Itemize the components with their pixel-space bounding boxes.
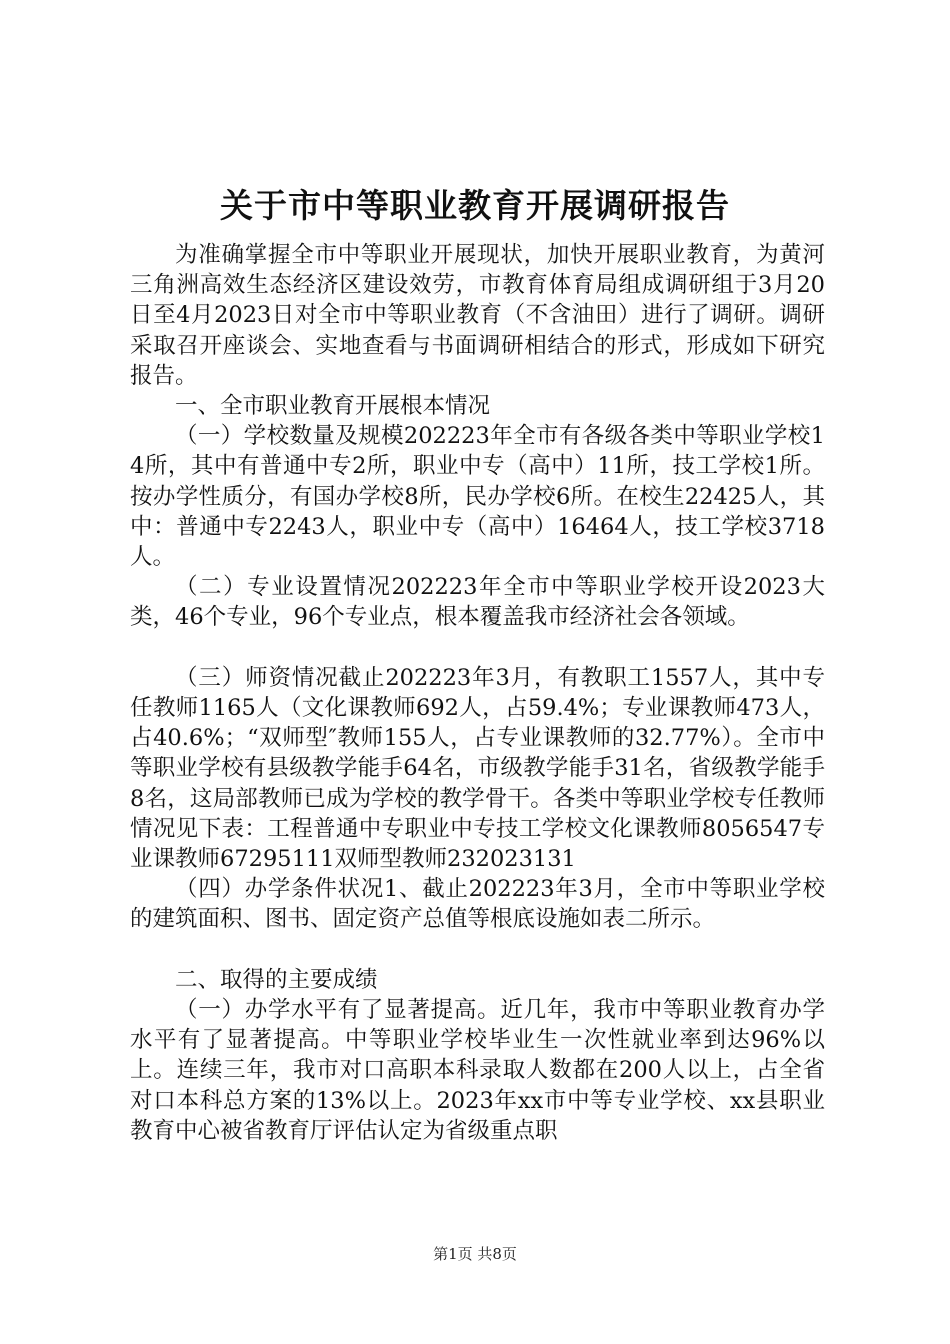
- document-title: 关于市中等职业教育开展调研报告: [220, 186, 730, 225]
- paragraph-majors: （二）专业设置情况202223年全市中等职业学校开设2023大类，46个专业，96个专业点，根本覆盖我市经济社会各领域。: [130, 574, 825, 631]
- paragraph-facilities: （四）办学条件状况1、截止202223年3月，全市中等职业学校的建筑面积、图书、固定资产总值等根底设施如表二所示。: [130, 876, 825, 933]
- paragraph-achievements: （一）办学水平有了显著提高。近几年，我市中等职业教育办学水平有了显著提高。中等职业学校毕业生一次性就业率到达96%以上。连续三年，我市对口高职本科录取人数都在200人以上，占全省对口本科总方案的13%以上。2023年xx市中等专业学校、xx县职业教育中心被省教育厅评估认定为省级重点职: [130, 997, 825, 1144]
- section-heading-2: 二、取得的主要成绩: [175, 966, 378, 993]
- page-number: 第1页 共8页: [433, 1245, 517, 1263]
- paragraph-teachers: （三）师资情况截止202223年3月，有教职工1557人，其中专任教师1165人（文化课教师692人，占59.4%；专业课教师473人，占40.6%；“双师型″教师155人，占专业课教师的32.77%）。全市中等职业学校有县级教学能手64名，市级教学能手31名，省级教学能手8名，这局部教师已成为学校的教学骨干。各类中等职业学校专任教师情况见下表：工程普通中专职业中专技工学校文化课教师8056547专业课教师67295111双师型教师232023131: [130, 664, 825, 873]
- document-body: [130, 240, 825, 1146]
- intro-paragraph: 为准确掌握全市中等职业开展现状，加快开展职业教育，为黄河三角洲高效生态经济区建设效劳，市教育体育局组成调研组于3月20日至4月2023日对全市中等职业教育（不含油田）进行了调研。调研采取召开座谈会、实地查看与书面调研相结合的形式，形成如下研究报告。: [130, 242, 825, 389]
- section-heading-1: 一、全市职业教育开展根本情况: [175, 393, 491, 420]
- paragraph-school-scale: （一）学校数量及规模202223年全市有各级各类中等职业学校14所，其中有普通中专2所，职业中专（高中）11所，技工学校1所。按办学性质分，有国办学校8所，民办学校6所。在校生22425人，其中：普通中专2243人，职业中专（高中）16464人，技工学校3718人。: [130, 423, 825, 571]
